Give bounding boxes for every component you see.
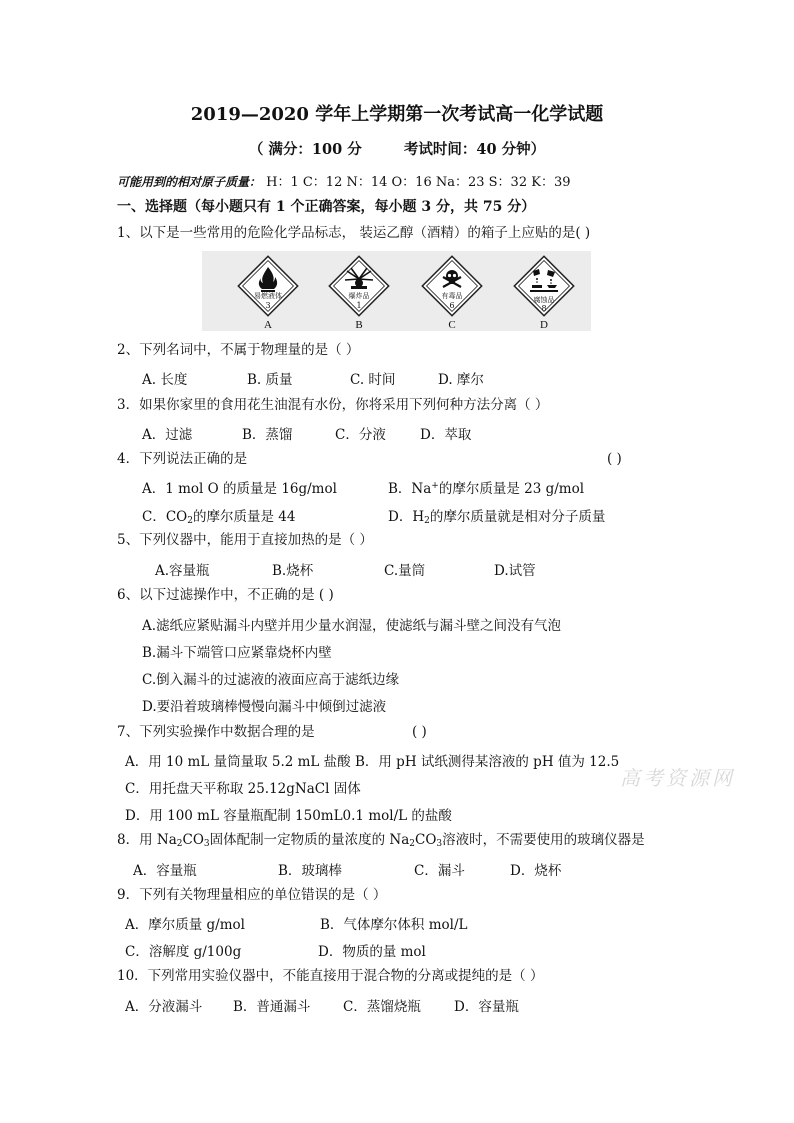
option: A．分液漏斗	[125, 999, 203, 1015]
sign-d-label: 腐蚀品	[533, 296, 555, 304]
answer-paren: ( )	[607, 451, 622, 467]
option: B．Na+的摩尔质量是 23 g/mol	[388, 481, 585, 497]
sign-b-number: 1	[356, 301, 362, 310]
option: D.试管	[494, 563, 536, 579]
sign-d-number: 8	[541, 304, 547, 313]
sign-c-number: 6	[449, 301, 455, 310]
sign-a-letter: A	[264, 319, 272, 331]
option: B．玻璃棒	[278, 863, 342, 879]
question-1: 1、以下是一些常用的危险化学品标志， 装运乙醇（酒精）的箱子上应贴的是( )	[117, 225, 591, 241]
atomic-masses	[117, 171, 571, 190]
sign-c-label: 有毒品	[441, 292, 463, 300]
option: D．烧杯	[510, 863, 562, 879]
option: B.漏斗下端管口应紧靠烧杯内壁	[142, 645, 332, 661]
option: A.滤纸应紧贴漏斗内壁并用少量水润湿，使滤纸与漏斗壁之间没有气泡	[142, 618, 562, 634]
option: D.要沿着玻璃棒慢慢向漏斗中倾倒过滤液	[142, 699, 387, 715]
option: B.烧杯	[272, 563, 314, 579]
option: A．用 10 mL 量筒量取 5.2 mL 盐酸 B．用 pH 试纸测得某溶液的 pH 值为 12.5	[125, 754, 620, 770]
flame-icon	[230, 253, 306, 323]
sign-b-letter: B	[355, 319, 363, 331]
option: B. 质量	[247, 372, 293, 388]
option: A. 长度	[142, 372, 188, 388]
option: A．容量瓶	[133, 863, 197, 879]
option: D．$H_2$的摩尔质量就是相对分子质量	[388, 509, 606, 526]
option: C．溶解度 g/100g	[125, 944, 242, 960]
option: C．蒸馏烧瓶	[343, 999, 421, 1015]
exam-subtitle	[0, 138, 794, 159]
sign-b	[321, 253, 397, 329]
option: B．蒸馏	[242, 427, 293, 443]
sign-c	[414, 253, 490, 329]
explosion-icon	[321, 253, 397, 323]
exam-time: 考试时间：40 分钟）	[403, 141, 546, 158]
skull-icon	[414, 253, 490, 323]
option: C．用托盘天平称取 25.12gNaCl 固体	[125, 781, 361, 797]
option: C.倒入漏斗的过滤液的液面应高于滤纸边缘	[142, 672, 400, 688]
sign-c-letter: C	[448, 319, 456, 331]
option: D．物质的量 mol	[318, 944, 426, 960]
option: C.量筒	[384, 563, 426, 579]
sign-b-label: 爆炸品	[348, 292, 370, 300]
option: A．摩尔质量 g/mol	[125, 917, 245, 933]
option: A．1 mol O 的质量是 16g/mol	[142, 481, 337, 497]
question-8: 8．用 $Na_2CO_3$固体配制一定物质的量浓度的 $Na_2CO_3$溶液时，不需要使用的玻璃仪器是	[117, 832, 645, 849]
option: D. 摩尔	[438, 372, 484, 388]
option: D．用 100 mL 容量瓶配制 150mL0.1 mol/L 的盐酸	[125, 808, 452, 824]
option: B．气体摩尔体积 mol/L	[320, 917, 468, 933]
option: C. 时间	[350, 372, 396, 388]
hazard-signs-image	[202, 251, 591, 331]
sign-a-number: 3	[265, 301, 271, 310]
answer-paren: ( )	[412, 724, 427, 740]
option: C．$CO_2$的摩尔质量是 44	[142, 509, 296, 526]
question-3: 3．如果你家里的食用花生油混有水份，你将采用下列何种方法分离（ ）	[117, 397, 549, 413]
sign-a	[230, 253, 306, 329]
exam-title: 2019—2020 学年上学期第一次考试高一化学试题	[190, 104, 604, 125]
atomic-mass-values: H：1 C：12 N：14 O：16 Na：23 S：32 K：39	[266, 175, 571, 190]
option: D．萃取	[420, 427, 472, 443]
question-10: 10．下列常用实验仪器中，不能直接用于混合物的分离或提纯的是（ ）	[117, 968, 544, 984]
sign-d-letter: D	[540, 319, 548, 331]
section-title: 一、选择题（每小题只有 1 个正确答案，每小题 3 分，共 75 分）	[117, 199, 536, 215]
question-4: 4．下列说法正确的是	[117, 451, 248, 467]
full-marks: （ 满分：100 分	[248, 141, 362, 158]
option: D．容量瓶	[454, 999, 519, 1015]
option: B．普通漏斗	[233, 999, 311, 1015]
option: C．分液	[335, 427, 386, 443]
option: C．漏斗	[414, 863, 465, 879]
question-2: 2、下列名词中，不属于物理量的是（ ）	[117, 342, 360, 358]
atomic-mass-label: 可能用到的相对原子质量：	[117, 175, 262, 189]
question-5: 5、下列仪器中，能用于直接加热的是（ ）	[117, 532, 373, 548]
question-6: 6、以下过滤操作中，不正确的是 ( )	[117, 587, 334, 603]
question-9: 9．下列有关物理量相应的单位错误的是（ ）	[117, 887, 387, 903]
question-7: 7、下列实验操作中数据合理的是	[117, 724, 315, 740]
watermark: 高考资源网	[620, 766, 735, 790]
sign-d	[506, 253, 582, 329]
option: A．过滤	[142, 427, 193, 443]
option: A.容量瓶	[155, 563, 210, 579]
sign-a-label: 易燃液体	[254, 292, 282, 300]
